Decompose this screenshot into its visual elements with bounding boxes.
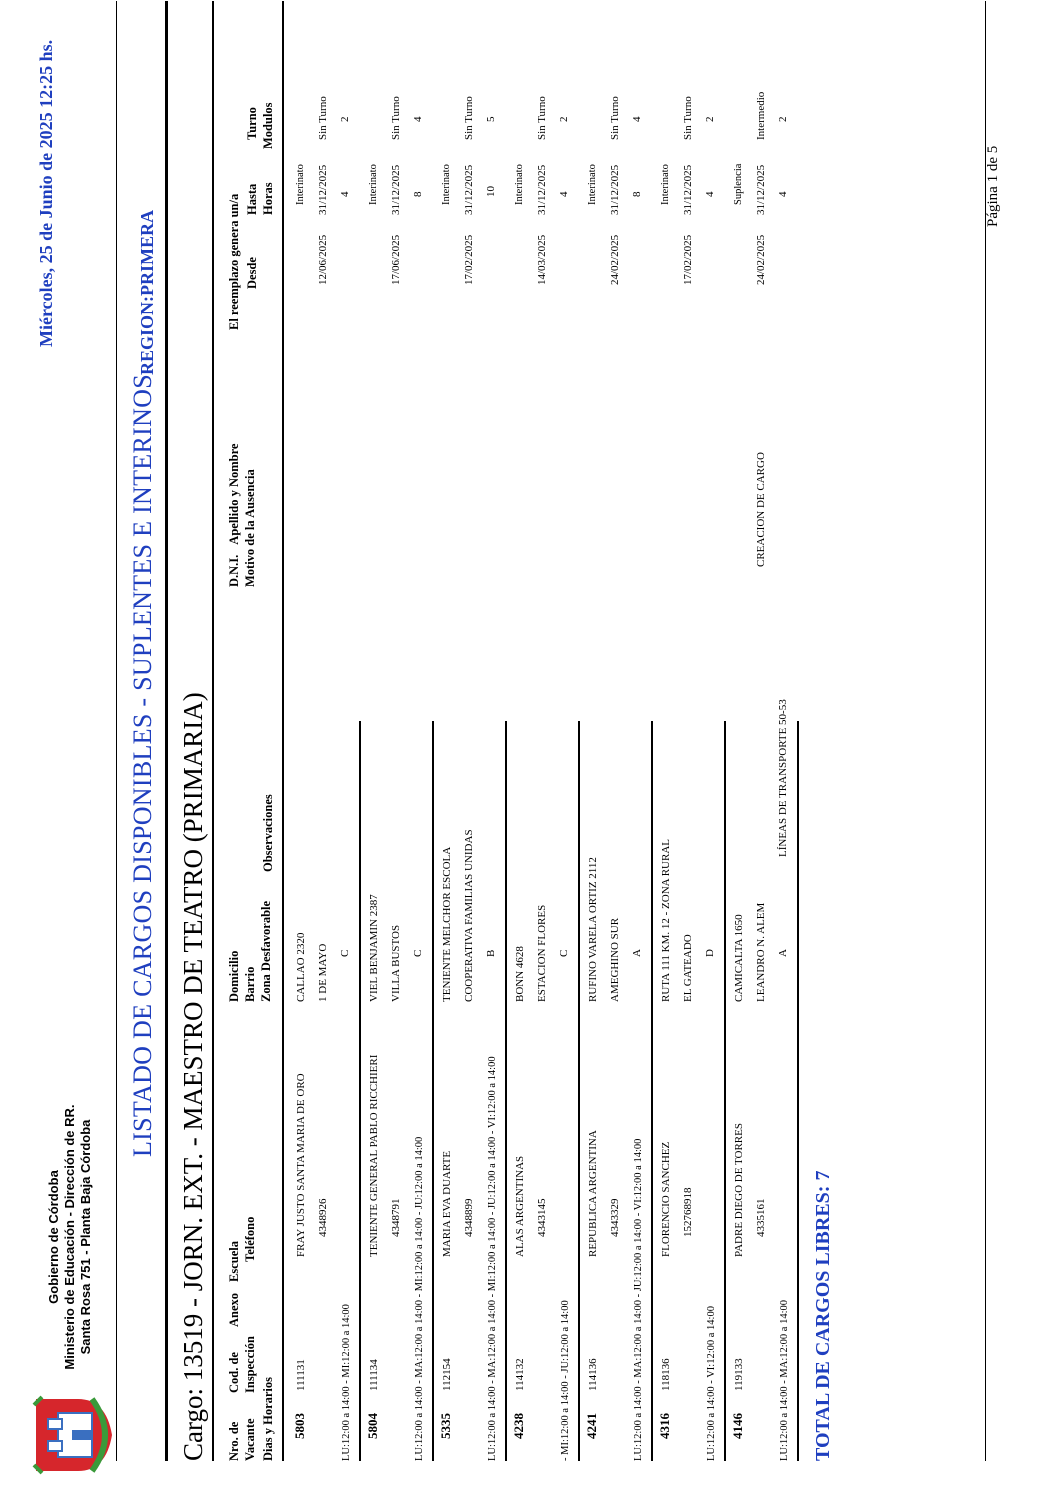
shift: Intermedio — [755, 91, 767, 140]
zone: C — [558, 949, 570, 957]
school-name: MARIA EVA DUARTE — [441, 1150, 453, 1257]
modules: 2 — [777, 116, 789, 122]
school-name: ALAS ARGENTINAS — [514, 1155, 526, 1257]
date-to: 31/12/2025 — [609, 164, 621, 215]
col-telefono-line: Teléfono — [243, 1216, 257, 1262]
cordoba-crest-logo — [28, 1395, 114, 1475]
replacement-type: Suplencia — [733, 163, 744, 205]
zone: A — [777, 949, 789, 957]
page-title: LISTADO DE CARGOS DISPONIBLES - SUPLENTES E INTERINOS — [128, 373, 157, 1157]
col-observaciones: Observaciones — [261, 794, 275, 872]
address: TENIENTE MELCHOR ESCOLA — [441, 846, 453, 1002]
neighborhood: COOPERATIVA FAMILIAS UNIDAS — [463, 829, 475, 1002]
school-phone: 4348791 — [390, 1198, 402, 1237]
date-from: 17/02/2025 — [682, 234, 694, 285]
page-number: Página 1 de 5 — [985, 145, 1001, 227]
school-phone: 4335161 — [755, 1198, 767, 1237]
neighborhood: EL GATEADO — [682, 934, 694, 1002]
date-from: 17/02/2025 — [463, 234, 475, 285]
col-zona-line: Zona Desfavorable — [259, 900, 273, 1002]
hours: 8 — [631, 191, 643, 197]
address: BONN 4628 — [514, 946, 526, 1002]
vacante-number: 4238 — [511, 1413, 526, 1439]
shift: Sin Turno — [609, 96, 621, 140]
cargo-title: Cargo: 13519 - JORN. EXT. - MAESTRO DE TEATRO (PRIMARIA) — [178, 692, 208, 1461]
col-motivo: Motivo de la Ausencia — [243, 469, 257, 587]
col-dni: D.N.I. — [227, 554, 241, 587]
modules: 4 — [631, 116, 643, 122]
hours: 8 — [412, 191, 424, 197]
address: CAMICALTA 1650 — [733, 914, 745, 1002]
schedule: LU:12:00 a 14:00 - VI:12:00 a 14:00 — [706, 1306, 717, 1461]
vacante-number: 4146 — [730, 1413, 745, 1439]
address: RUFINO VARELA ORTIZ 2112 — [587, 857, 599, 1002]
replacement-type: Interinato — [660, 164, 671, 205]
col-barrio-line: Barrio — [243, 966, 257, 1002]
date-from: 24/02/2025 — [755, 234, 767, 285]
region-label: REGION:PRIMERA — [137, 210, 157, 375]
school-phone: 4343329 — [609, 1198, 621, 1237]
replacement-type: Interinato — [587, 164, 598, 205]
hours: 4 — [339, 191, 351, 197]
neighborhood: 1 DE MAYO — [317, 943, 329, 1002]
modules: 5 — [485, 116, 497, 122]
col-turno: Turno — [245, 107, 259, 140]
table-row — [288, 0, 361, 1497]
org-header — [46, 1077, 94, 1397]
col-apellido: Apellido y Nombre — [227, 443, 241, 545]
school-phone: 4343145 — [536, 1198, 548, 1237]
shift: Sin Turno — [463, 96, 475, 140]
school-name: FRAY JUSTO SANTA MARIA DE ORO — [295, 1073, 307, 1257]
zone: D — [704, 949, 716, 957]
col-cod-line1: Cod. de — [227, 1352, 241, 1393]
col-cod-line2: Inspección — [243, 1336, 257, 1393]
total-cargos-libres: TOTAL DE CARGOS LIBRES: 7 — [812, 1170, 834, 1461]
inspection-code: 118136 — [660, 1358, 672, 1391]
schedule: LU:12:00 a 14:00 - MA:12:00 a 14:00 - MI:12:00 a 14:00 - JU:12:00 a 14:00 - VI:12:00 a 14:00 — [487, 1056, 498, 1461]
vacante-number: 5335 — [438, 1413, 453, 1439]
date-from: 14/03/2025 — [536, 234, 548, 285]
schedule: LU:12:00 a 14:00 - MA:12:00 a 14:00 - MI:12:00 a 14:00 - JU:12:00 a 14:00 — [414, 1136, 425, 1461]
address: RUTA 111 KM. 12 - ZONA RURAL — [660, 838, 672, 1002]
zone: C — [339, 949, 351, 957]
shift: Sin Turno — [317, 96, 329, 140]
school-name: PADRE DIEGO DE TORRES — [733, 1123, 745, 1257]
date-to: 31/12/2025 — [536, 164, 548, 215]
schedule: LU:12:00 a 14:00 - MI:12:00 a 14:00 — [341, 1304, 352, 1461]
inspection-code: 112154 — [441, 1358, 453, 1391]
vacante-number: 5804 — [365, 1413, 380, 1439]
date-to: 31/12/2025 — [317, 164, 329, 215]
col-dias: Dias y Horarios — [261, 1376, 275, 1461]
col-desde: Desde — [245, 257, 259, 289]
org-line-gobierno: Gobierno de Córdoba — [46, 1170, 61, 1304]
shift: Sin Turno — [536, 96, 548, 140]
school-phone: 4348899 — [463, 1198, 475, 1237]
shift: Sin Turno — [682, 96, 694, 140]
neighborhood: ESTACION FLORES — [536, 904, 548, 1002]
table-row — [580, 0, 653, 1497]
replacement-type: Interinato — [295, 164, 306, 205]
modules: 2 — [558, 116, 570, 122]
observations: LÍNEAS DE TRANSPORTE 50-53 — [777, 699, 789, 857]
row-divider — [797, 721, 799, 1461]
table-row — [726, 0, 799, 1497]
neighborhood: AMEGHINO SUR — [609, 917, 621, 1002]
col-domicilio — [226, 901, 274, 1002]
hours: 4 — [777, 191, 789, 197]
hours: 10 — [485, 186, 497, 197]
replacement-type: Interinato — [368, 164, 379, 205]
hours: 4 — [558, 191, 570, 197]
date-to: 31/12/2025 — [755, 164, 767, 215]
inspection-code: 111134 — [368, 1359, 380, 1391]
zone: B — [485, 949, 497, 957]
replacement-type: Interinato — [441, 164, 452, 205]
col-nro — [226, 1418, 258, 1461]
inspection-code: 114136 — [587, 1358, 599, 1391]
zone: A — [631, 949, 643, 957]
neighborhood: VILLA BUSTOS — [390, 924, 402, 1002]
inspection-code: 111131 — [295, 1359, 307, 1391]
inspection-code: 119133 — [733, 1358, 745, 1391]
date-to: 31/12/2025 — [682, 164, 694, 215]
col-cod — [226, 1336, 258, 1393]
table-row — [434, 0, 507, 1497]
col-hasta: Hasta — [245, 183, 259, 215]
school-name: TENIENTE GENERAL PABLO RICCHIERI — [368, 1054, 380, 1257]
table-row — [653, 0, 726, 1497]
org-line-ministerio: Ministerio de Educación - Dirección de RR. — [62, 1104, 77, 1370]
absence-reason: CREACION DE CARGO — [755, 452, 767, 567]
date-from: 17/06/2025 — [390, 234, 402, 285]
col-anexo: Anexo — [227, 1292, 241, 1327]
col-nro-line2: Vacante — [243, 1418, 257, 1461]
date-from: 12/06/2025 — [317, 234, 329, 285]
date-from: 24/02/2025 — [609, 234, 621, 285]
replacement-type: Interinato — [514, 164, 525, 205]
col-escuela — [226, 1217, 258, 1282]
zone: C — [412, 949, 424, 957]
modules: 2 — [339, 116, 351, 122]
col-nro-line1: Nro. de — [227, 1421, 241, 1461]
modules: 2 — [704, 116, 716, 122]
col-reemplazo: El reemplazo genera un/a — [227, 193, 241, 330]
schedule: LU:12:00 a 14:00 - MA:12:00 a 14:00 - JU:12:00 a 14:00 - VI:12:00 a 14:00 — [633, 1138, 644, 1461]
col-dni-apellido — [226, 444, 258, 587]
hours: 4 — [704, 191, 716, 197]
table-row — [361, 0, 434, 1497]
col-domicilio-line: Domicilio — [227, 950, 241, 1002]
vacante-number: 4316 — [657, 1413, 672, 1439]
address: CALLAO 2320 — [295, 932, 307, 1002]
col-horas: Horas — [261, 182, 275, 215]
school-name: REPUBLICA ARGENTINA — [587, 1130, 599, 1257]
table-row — [507, 0, 580, 1497]
date-to: 31/12/2025 — [390, 164, 402, 215]
col-modulos: Modulos — [261, 102, 275, 149]
col-escuela-line: Escuela — [227, 1241, 241, 1282]
inspection-code: 114132 — [514, 1358, 526, 1391]
school-phone: 4348926 — [317, 1198, 329, 1237]
address: VIEL BENJAMIN 2387 — [368, 894, 380, 1002]
modules: 4 — [412, 116, 424, 122]
date-to: 31/12/2025 — [463, 164, 475, 215]
schedule: LU:12:00 a 14:00 - MA:12:00 a 14:00 — [779, 1300, 790, 1461]
vacante-number: 5803 — [292, 1413, 307, 1439]
vacante-number: 4241 — [584, 1413, 599, 1439]
neighborhood: LEANDRO N. ALEM — [755, 902, 767, 1002]
schedule: - MI:12:00 a 14:00 - JU:12:00 a 14:00 — [560, 1300, 571, 1461]
report-date: Miércoles, 25 de Junio de 2025 12:25 hs. — [36, 39, 56, 347]
school-name: FLORENCIO SANCHEZ — [660, 1141, 672, 1257]
school-phone: 152768918 — [682, 1187, 694, 1237]
org-line-direccion: Santa Rosa 751 - Planta Baja Córdoba — [78, 1119, 93, 1355]
shift: Sin Turno — [390, 96, 402, 140]
